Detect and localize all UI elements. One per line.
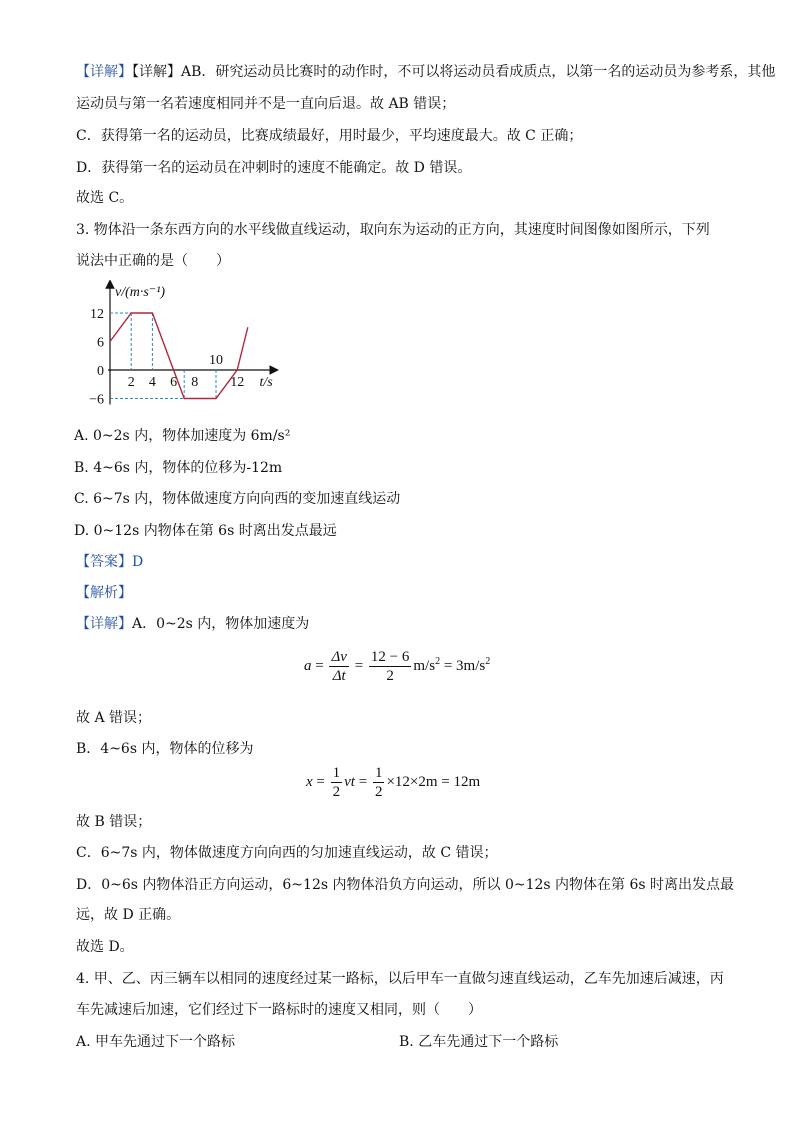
y-tick-label: −6 — [89, 392, 104, 408]
answer: 【答案】D — [76, 554, 144, 570]
fraction-num: 1 — [374, 765, 383, 781]
formula-var: x — [306, 773, 313, 790]
option-d: D. 0~12s 内物体在第 6s 时离出发点最远 — [74, 523, 337, 539]
fraction-num: 1 — [332, 765, 341, 781]
fraction-den: Δt — [332, 668, 346, 684]
explain-tag: 【详解】 — [76, 616, 132, 632]
text-line — [76, 614, 309, 634]
formula-eq: = — [316, 773, 325, 790]
fraction — [369, 648, 411, 685]
y-axis-label: v/(m·s⁻¹) — [115, 285, 166, 300]
fraction — [331, 764, 343, 801]
formula-var: a — [304, 657, 312, 674]
line-content: 【详解】AB．研究运动员比赛时的动作时，不可以将运动员看成质点，以第一名的运动员为参考系，其他 — [132, 64, 776, 80]
question-3-stem: 3. 物体沿一条东西方向的水平线做直线运动，取向东为运动的正方向，其速度时间图像如图所示，下列 — [76, 222, 710, 238]
text-line: 故 B 错误； — [76, 814, 152, 830]
option-b: B. 乙车先通过下一个路标 — [399, 1034, 559, 1050]
text-line: D．0~6s 内物体沿正方向运动，6~12s 内物体沿负方向运动，所以 0~12s 内物体在第 6s 时离出发点最 — [76, 877, 735, 893]
text-line: 故选 D。 — [76, 939, 134, 955]
text-line — [76, 62, 775, 82]
text-line: C．6~7s 内，物体做速度方向向西的匀加速直线运动，故 C 错误； — [76, 845, 498, 861]
text-line: 故 A 错误； — [76, 710, 152, 726]
analysis-label: 【解析】 — [76, 585, 132, 601]
y-tick-label: 6 — [97, 335, 104, 351]
formula-acceleration: a = $\frac{\Delta v}{\Delta t}$ = $\frac{12 - 6}{2}$ $m/s^2 = 3m/s^2$ — [304, 649, 491, 684]
fraction-den: 2 — [386, 668, 394, 684]
y-tick-label: 0 — [97, 364, 104, 379]
x-tick-label: 10 — [209, 353, 223, 368]
formula-displacement — [306, 764, 480, 801]
x-tick-label: 8 — [191, 375, 199, 390]
option-c: C. 6~7s 内，物体做速度方向向西的变加速直线运动 — [74, 491, 401, 507]
text-line: 故选 C。 — [76, 190, 134, 206]
text-line: 远，故 D 正确。 — [76, 907, 181, 923]
formula-eq: = — [354, 657, 364, 674]
x-tick-label: 6 — [170, 375, 178, 390]
velocity-time-graph — [88, 280, 288, 415]
fraction-num: Δv — [331, 649, 347, 665]
formula-eq: = — [358, 773, 368, 790]
option-a: A. 甲车先通过下一个路标 — [76, 1034, 236, 1050]
y-tick-label: 12 — [90, 307, 104, 322]
formula-eq: = — [443, 657, 453, 674]
question-3-stem-cont: 说法中正确的是（ ） — [76, 253, 230, 269]
formula-rest: ×12×2m = 12m — [386, 773, 481, 790]
explain-tag: 【详解】 — [76, 64, 132, 80]
line-content: A．0~2s 内，物体加速度为 — [132, 616, 310, 632]
text-line: 运动员与第一名若速度相同并不是一直向后退。故 AB 错误； — [76, 96, 456, 112]
question-4-stem-cont: 车先减速后加速，它们经过下一路标时的速度又相同，则（ ） — [76, 1002, 482, 1018]
x-tick-label: 2 — [127, 375, 135, 390]
fraction-den: 2 — [332, 784, 341, 800]
fraction — [329, 648, 348, 685]
formula-eq: = — [315, 657, 324, 674]
x-axis-label: t/s — [259, 375, 273, 390]
formula-var: vt — [344, 773, 355, 790]
option-a: A. 0~2s 内，物体加速度为 6m/s² — [74, 428, 291, 444]
question-4-stem: 4. 甲、乙、丙三辆车以相同的速度经过某一路标，以后甲车一直做匀速直线运动，乙车先加速后减速，丙 — [76, 971, 724, 987]
x-tick-label: 4 — [148, 375, 156, 390]
x-tick-label: 12 — [230, 375, 245, 390]
formula-unit: m/s — [413, 657, 436, 674]
fraction-num: 12 − 6 — [370, 649, 410, 665]
fraction — [373, 764, 385, 801]
text-line: D．获得第一名的运动员在冲刺时的速度不能确定。故 D 错误。 — [76, 160, 472, 176]
option-b: B. 4~6s 内，物体的位移为-12m — [74, 460, 283, 476]
formula-result: 3m/s — [456, 657, 486, 674]
fraction-den: 2 — [374, 784, 383, 800]
text-line: C．获得第一名的运动员，比赛成绩最好，用时最少，平均速度最大。故 C 正确； — [76, 128, 583, 144]
text-line: B．4~6s 内，物体的位移为 — [76, 741, 254, 757]
